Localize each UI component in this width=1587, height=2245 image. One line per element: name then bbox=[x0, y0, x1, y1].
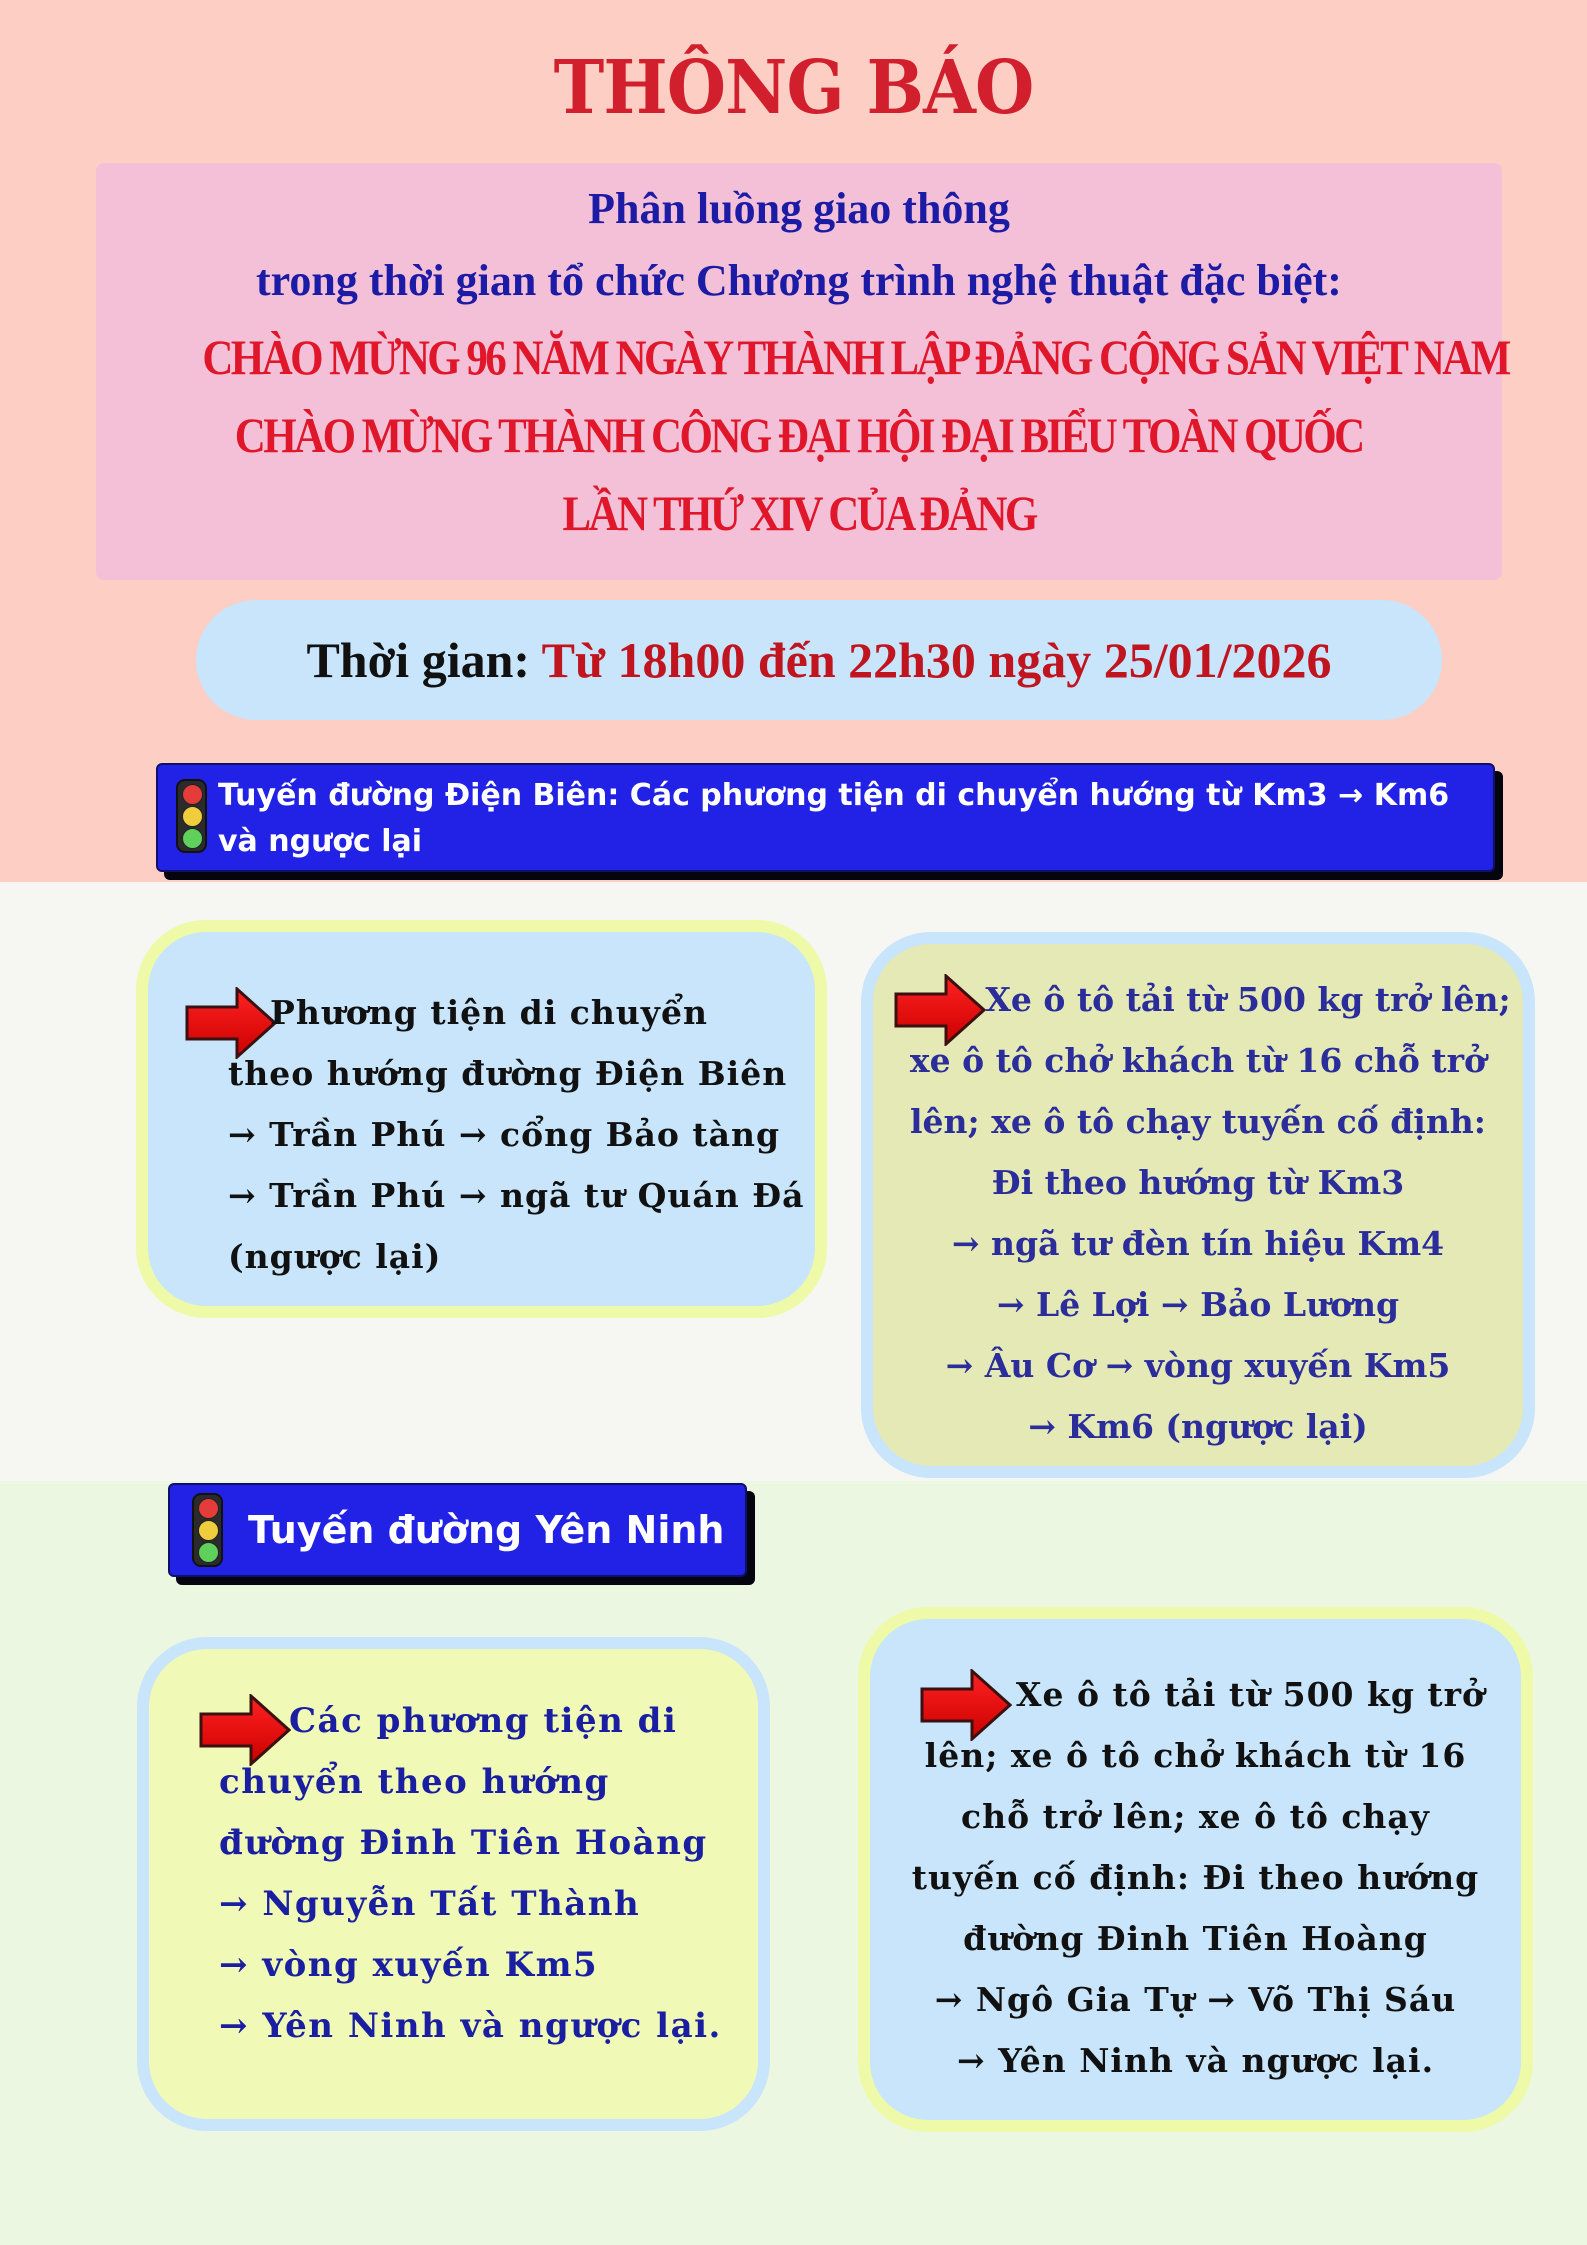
card-line: Xe ô tô tải từ 500 kg trở bbox=[1015, 1675, 1486, 1714]
card-line: xe ô tô chở khách từ 16 chỗ trở bbox=[909, 1041, 1487, 1080]
card-line: → ngã tư đèn tín hiệu Km4 bbox=[951, 1224, 1445, 1263]
route-card bbox=[137, 1637, 770, 2131]
card-line: theo hướng đường Điện Biên bbox=[228, 1054, 788, 1093]
card-line: → Ngô Gia Tự → Võ Thị Sáu bbox=[934, 1980, 1457, 2019]
card-line: đường Đinh Tiên Hoàng bbox=[219, 1823, 708, 1863]
card-line: Phương tiện di chuyển bbox=[270, 993, 708, 1032]
card-line: chỗ trở lên; xe ô tô chạy bbox=[961, 1797, 1430, 1836]
intro-line-1: Phân luồng giao thông bbox=[588, 184, 1010, 233]
intro-line-5: LẦN THỨ XIV CỦA ĐẢNG bbox=[562, 485, 1036, 541]
card-line: chuyển theo hướng bbox=[219, 1762, 610, 1802]
time-box bbox=[196, 600, 1442, 720]
traffic-light-icon bbox=[192, 1493, 223, 1567]
card-line: → vòng xuyến Km5 bbox=[219, 1945, 599, 1985]
card-line: → Km6 (ngược lại) bbox=[1028, 1407, 1368, 1446]
route-card bbox=[136, 920, 827, 1318]
card-line: lên; xe ô tô chở khách từ 16 bbox=[924, 1736, 1467, 1775]
card-line: tuyến cố định: Đi theo hướng bbox=[911, 1858, 1480, 1897]
card-line: → Trần Phú → cổng Bảo tàng bbox=[228, 1115, 781, 1154]
route-header-yen-ninh bbox=[168, 1483, 747, 1577]
time-label: Thời gian: bbox=[306, 632, 531, 688]
intro-line-2: trong thời gian tổ chức Chương trình nghệ thuật đặc biệt: bbox=[256, 256, 1342, 305]
card-line: → Lê Lợi → Bảo Lương bbox=[996, 1285, 1400, 1324]
card-line: Xe ô tô tải từ 500 kg trở lên; bbox=[985, 980, 1511, 1019]
card-line: Các phương tiện di bbox=[289, 1701, 678, 1741]
route-header-dien-bien bbox=[156, 763, 1495, 872]
route-card bbox=[858, 1607, 1533, 2132]
traffic-light-icon bbox=[176, 779, 207, 853]
card-line: → Âu Cơ → vòng xuyến Km5 bbox=[945, 1346, 1451, 1385]
time-value: Từ 18h00 đến 22h30 ngày 25/01/2026 bbox=[541, 632, 1332, 688]
card-line: đường Đinh Tiên Hoàng bbox=[963, 1919, 1428, 1958]
card-line: → Yên Ninh và ngược lại. bbox=[219, 2006, 722, 2046]
intro-line-4: CHÀO MỪNG THÀNH CÔNG ĐẠI HỘI ĐẠI BIỂU TOÀN QUỐC bbox=[235, 407, 1363, 463]
route-card bbox=[861, 932, 1535, 1478]
page-title: THÔNG BÁO bbox=[553, 45, 1034, 131]
card-line: lên; xe ô tô chạy tuyến cố định: bbox=[910, 1102, 1486, 1141]
card-line: → Yên Ninh và ngược lại. bbox=[956, 2041, 1435, 2080]
route-header-text: Tuyến đường Yên Ninh bbox=[248, 1508, 725, 1552]
card-line: Đi theo hướng từ Km3 bbox=[991, 1163, 1405, 1202]
card-line: → Nguyễn Tất Thành bbox=[219, 1884, 641, 1924]
intro-box bbox=[96, 163, 1509, 580]
card-line: → Trần Phú → ngã tư Quán Đá bbox=[228, 1176, 805, 1215]
route-header-text: Tuyến đường Điện Biên: Các phương tiện di chuyển hướng từ Km3 → Km6 và ngược lại bbox=[218, 778, 1450, 859]
intro-line-3: CHÀO MỪNG 96 NĂM NGÀY THÀNH LẬP ĐẢNG CỘNG SẢN VIỆT NAM bbox=[202, 329, 1509, 385]
card-line: (ngược lại) bbox=[228, 1237, 442, 1276]
